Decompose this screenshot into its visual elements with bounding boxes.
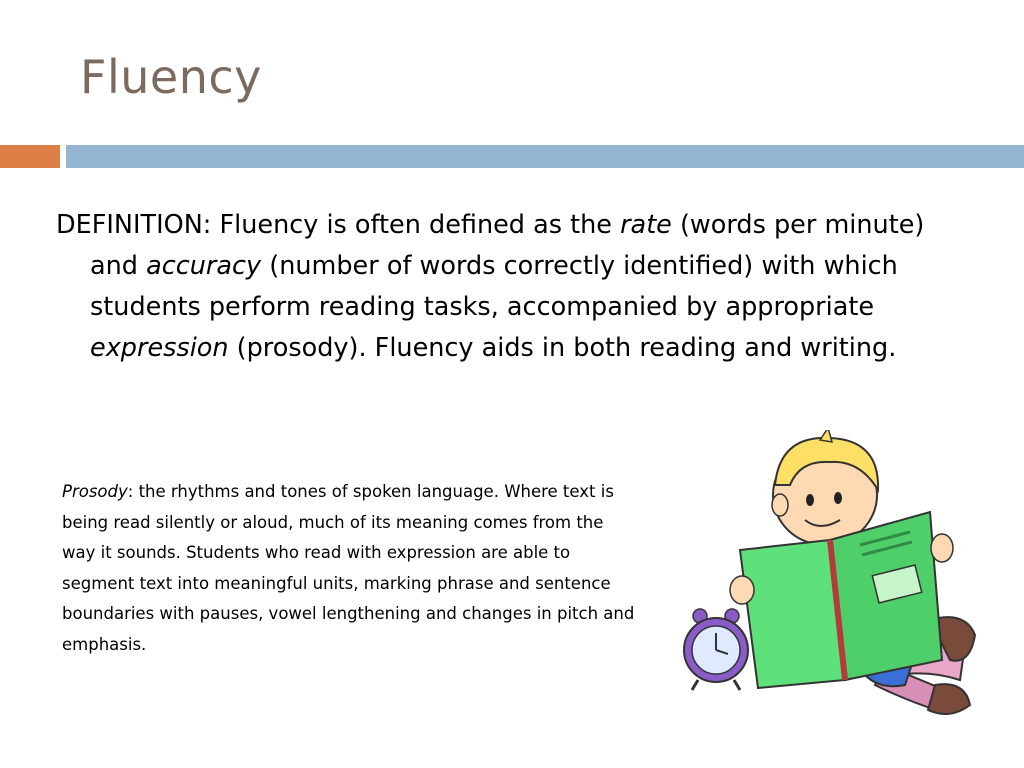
definition-lead: DEFINITION: Fluency is often defined as the (56, 210, 621, 240)
green-book-icon (740, 512, 942, 688)
definition-part2: (words per minute) and (90, 210, 925, 281)
term-accuracy: accuracy (146, 251, 262, 281)
prosody-text: : the rhythms and tones of spoken language. Where text is being read silently or aloud, much of its meaning comes from the way it sounds. Students who read with expression are able to segment text into meaningful units, marking phrase and sentence boundaries with pauses, vowel lengthening and changes in pitch and emphasis. (62, 482, 635, 654)
term-rate: rate (620, 210, 672, 240)
term-expression: expression (90, 333, 229, 363)
accent-bar-blue (66, 145, 1024, 168)
prosody-note (62, 477, 642, 660)
accent-bar-orange (0, 145, 60, 168)
prosody-term: Prosody (62, 482, 128, 501)
definition-part3: (number of words correctly identified) with which students perform reading tasks, accompanied by appropriate (90, 251, 898, 322)
slide-title: Fluency (80, 50, 262, 104)
boy-reading-book-icon (680, 430, 980, 720)
alarm-clock-icon (684, 609, 748, 690)
definition-part4: (prosody). Fluency aids in both reading and writing. (228, 333, 897, 363)
definition-paragraph (56, 205, 960, 369)
